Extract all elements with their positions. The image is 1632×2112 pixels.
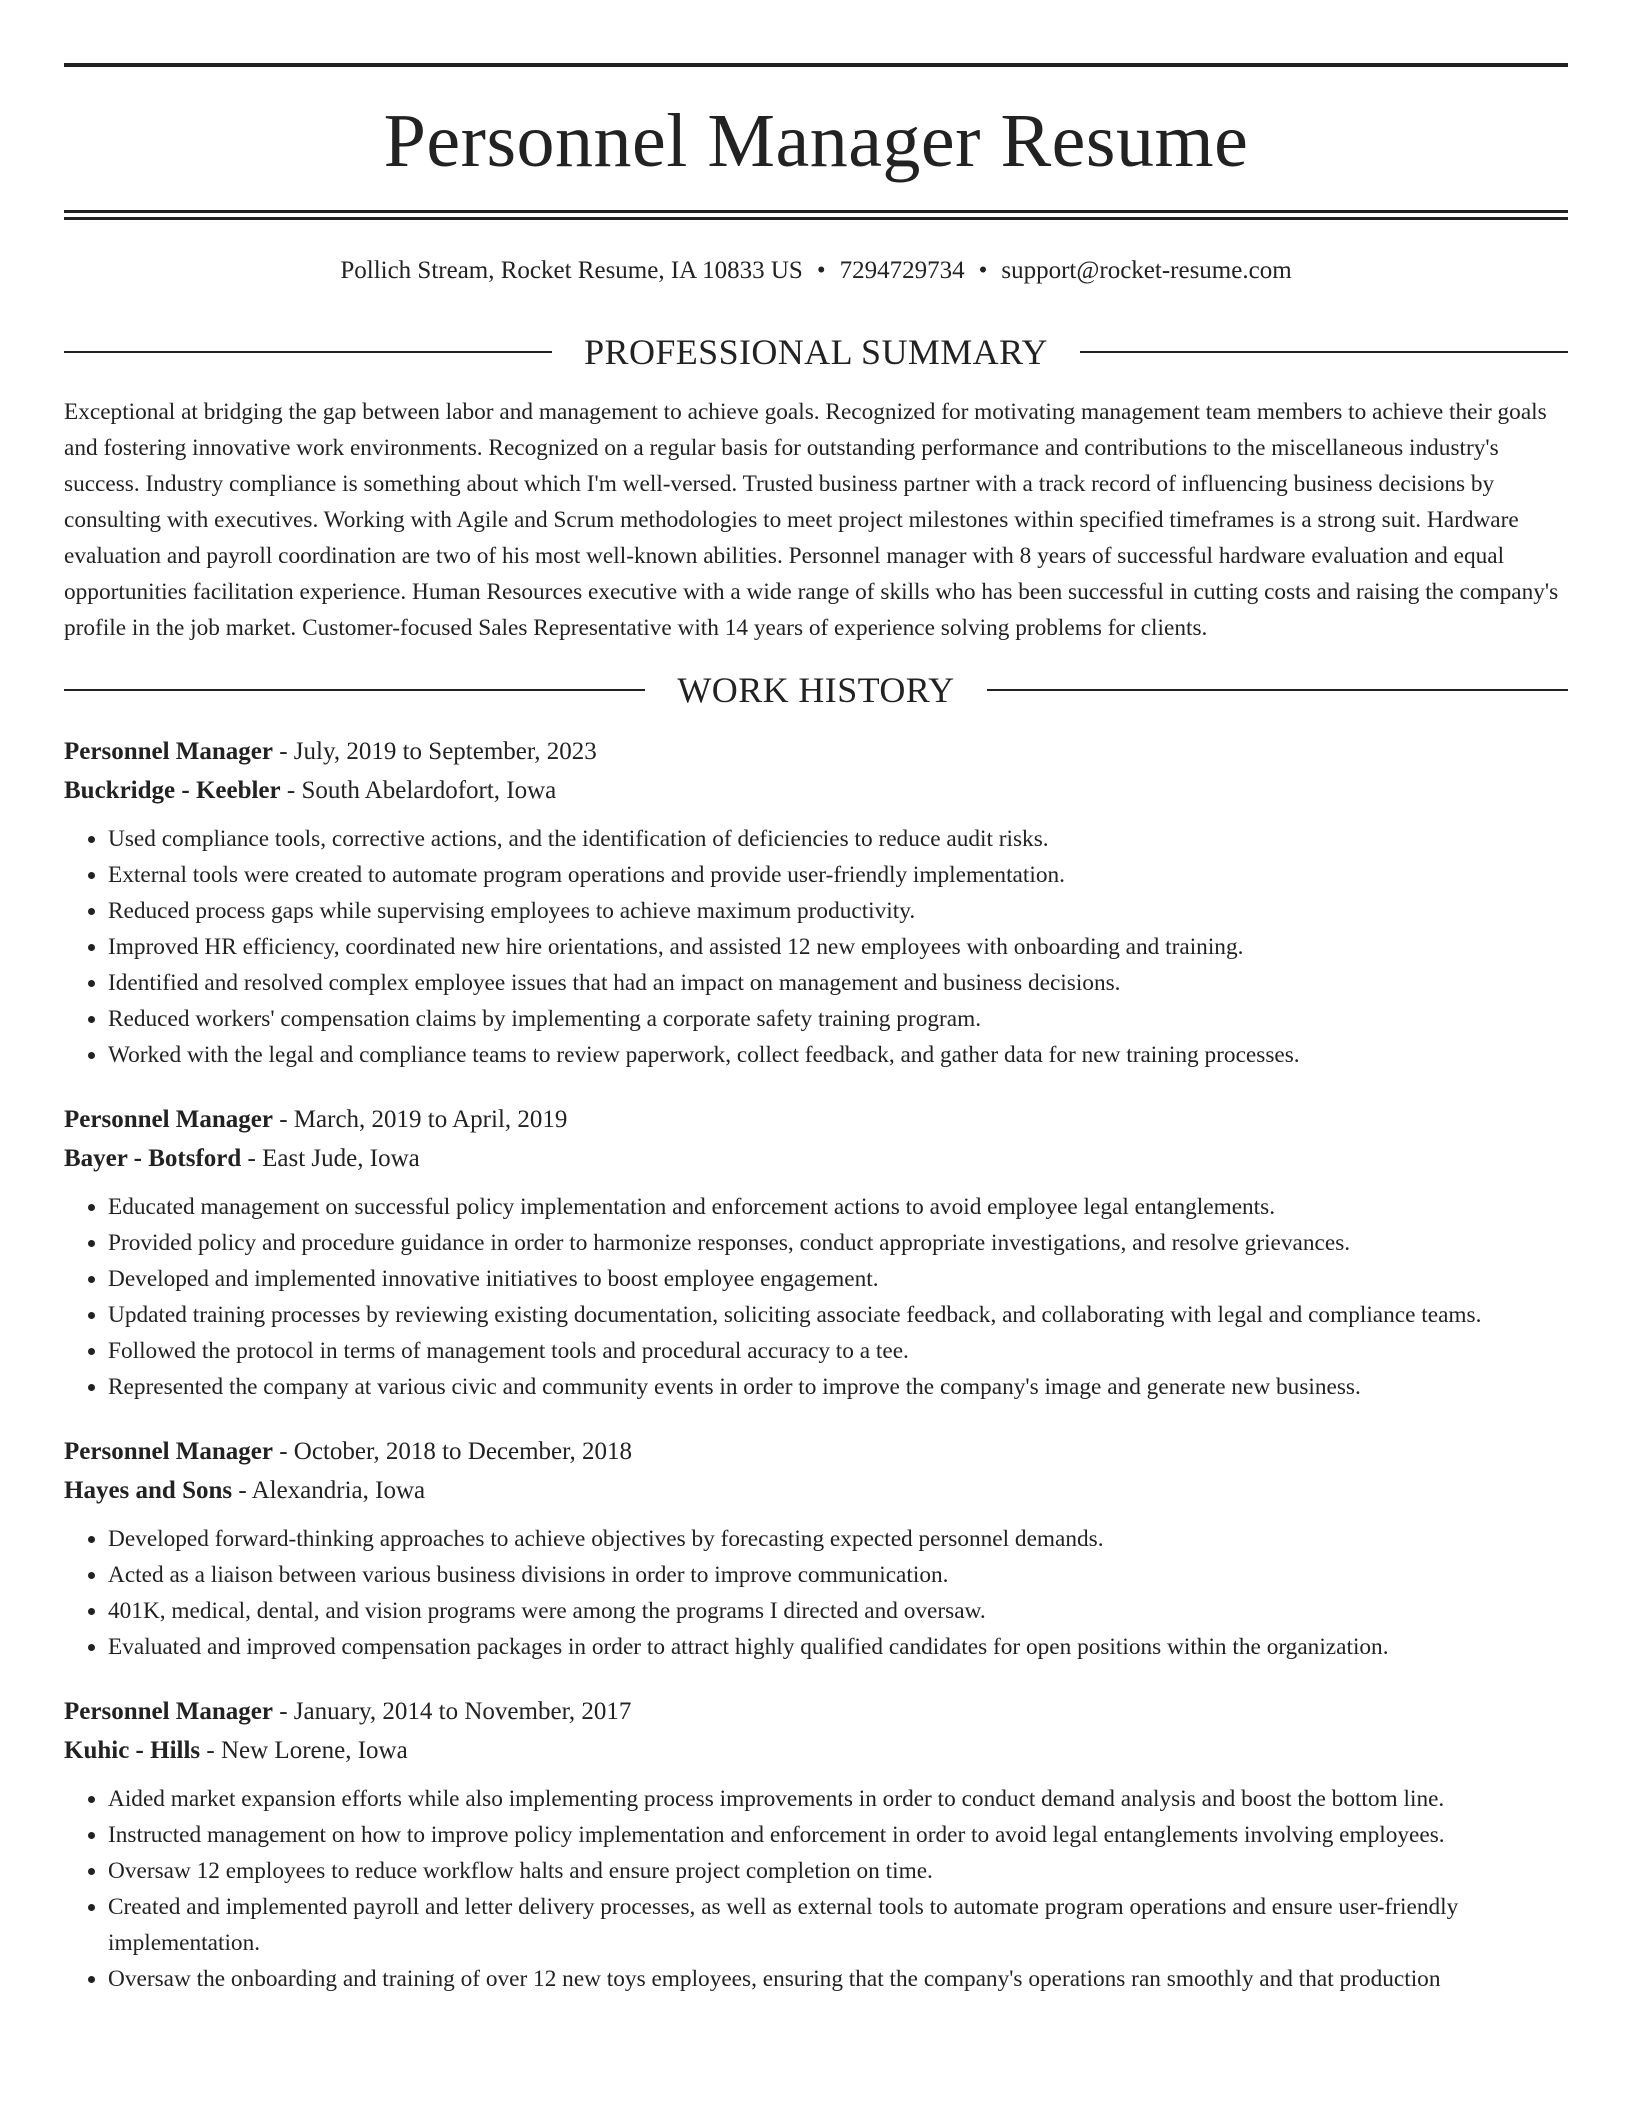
job-bullet-list: [64, 1781, 1568, 1997]
job-dates: - March, 2019 to April, 2019: [272, 1106, 568, 1133]
contact-separator: •: [816, 257, 826, 284]
job-location: - New Lorene, Iowa: [200, 1737, 408, 1764]
job-bullet: • Followed the protocol in terms of management tools and procedural accuracy to a tee.: [108, 1333, 1568, 1369]
job-bullet-list: [64, 821, 1568, 1073]
contact-line: [64, 258, 1568, 284]
job-dates: - July, 2019 to September, 2023: [272, 738, 597, 765]
job-bullet: • Identified and resolved complex employee issues that had an impact on management and business decisions.: [108, 965, 1568, 1001]
job-entry: [64, 1692, 1568, 1997]
resume-page: [64, 0, 1568, 2024]
job-title-line: [64, 1100, 1568, 1140]
heading-rule-right: [987, 689, 1568, 691]
summary-text: Exceptional at bridging the gap between labor and management to achieve goals. Recognized for motivating management team members to achieve their goals and fostering innovative work environments. Recognized on a regular basis for outstanding performance and contributions to the miscellaneous industry's success. Industry compliance is something about which I'm well-versed. Trusted business partner with a track record of influencing business decisions by consulting with executives. Working with Agile and Scrum methodologies to meet project milestones within specified timeframes is a strong suit. Hardware evaluation and payroll coordination are two of his most well-known abilities. Personnel manager with 8 years of successful hardware evaluation and equal opportunities facilitation experience. Human Resources executive with a wide range of skills who has been successful in cutting costs and raising the company's profile in the job market. Customer-focused Sales Representative with 14 years of experience solving problems for clients.: [64, 399, 1559, 641]
job-bullet: • Updated training processes by reviewing existing documentation, soliciting associate feedback, and collaborating with legal and compliance teams.: [108, 1297, 1568, 1333]
job-bullet: • Aided market expansion efforts while also implementing process improvements in order to conduct demand analysis and boost the bottom line.: [108, 1781, 1568, 1817]
job-bullet-list: [64, 1521, 1568, 1665]
job-bullet: • Oversaw the onboarding and training of over 12 new toys employees, ensuring that the company's operations ran smoothly and that production: [108, 1961, 1568, 1997]
job-bullet: • Created and implemented payroll and letter delivery processes, as well as external tools to automate program operations and ensure user-friendly implementation.: [108, 1889, 1568, 1961]
job-entry: [64, 732, 1568, 1073]
contact-address: Pollich Stream, Rocket Resume, IA 10833 US: [340, 257, 803, 284]
job-company: Kuhic - Hills: [64, 1737, 201, 1764]
job-bullet: • Instructed management on how to improve policy implementation and enforcement in order to avoid legal entanglements involving employees.: [108, 1817, 1568, 1853]
job-bullet: • Reduced workers' compensation claims by implementing a corporate safety training program.: [108, 1001, 1568, 1037]
work-heading-label: WORK HISTORY: [677, 670, 955, 710]
job-bullet: • Used compliance tools, corrective actions, and the identification of deficiencies to reduce audit risks.: [108, 821, 1568, 857]
job-bullet: • Evaluated and improved compensation packages in order to attract highly qualified candidates for open positions within the organization.: [108, 1629, 1568, 1665]
job-list: [64, 732, 1568, 1997]
title-double-rule: [64, 210, 1568, 220]
job-company-line: [64, 1472, 1568, 1510]
job-position: Personnel Manager: [64, 1698, 273, 1725]
job-title-line: [64, 1432, 1568, 1472]
contact-email: support@rocket-resume.com: [1001, 257, 1292, 284]
job-company: Buckridge - Keebler: [64, 777, 281, 804]
job-bullet: • Educated management on successful policy implementation and enforcement actions to avoid employee legal entanglements.: [108, 1189, 1568, 1225]
job-bullet: • Developed and implemented innovative initiatives to boost employee engagement.: [108, 1261, 1568, 1297]
contact-phone: 7294729734: [839, 257, 965, 284]
job-bullet: • Provided policy and procedure guidance in order to harmonize responses, conduct appropriate investigations, and resolve grievances.: [108, 1225, 1568, 1261]
job-location: - South Abelardofort, Iowa: [280, 777, 557, 804]
job-entry: [64, 1100, 1568, 1405]
job-bullet: • Improved HR efficiency, coordinated new hire orientations, and assisted 12 new employees with onboarding and training.: [108, 929, 1568, 965]
contact-separator: •: [978, 257, 988, 284]
heading-rule-right: [1080, 351, 1568, 353]
job-title-line: [64, 1692, 1568, 1732]
job-dates: - January, 2014 to November, 2017: [272, 1698, 632, 1725]
heading-rule-left: [64, 351, 552, 353]
job-entry: [64, 1432, 1568, 1665]
job-title-line: [64, 732, 1568, 772]
job-company: Bayer - Botsford: [64, 1145, 242, 1172]
summary-heading-label: PROFESSIONAL SUMMARY: [584, 332, 1048, 372]
job-bullet: • 401K, medical, dental, and vision programs were among the programs I directed and oversaw.: [108, 1593, 1568, 1629]
job-bullet: • Acted as a liaison between various business divisions in order to improve communication.: [108, 1557, 1568, 1593]
job-bullet: • Reduced process gaps while supervising employees to achieve maximum productivity.: [108, 893, 1568, 929]
job-bullet: • Represented the company at various civic and community events in order to improve the company's image and generate new business.: [108, 1369, 1568, 1405]
page-title: Personnel Manager Resume: [383, 99, 1249, 183]
job-company: Hayes and Sons: [64, 1477, 233, 1504]
job-position: Personnel Manager: [64, 1438, 273, 1465]
job-bullet: • External tools were created to automate program operations and provide user-friendly implementation.: [108, 857, 1568, 893]
job-position: Personnel Manager: [64, 1106, 273, 1133]
job-bullet: • Oversaw 12 employees to reduce workflow halts and ensure project completion on time.: [108, 1853, 1568, 1889]
job-location: - Alexandria, Iowa: [232, 1477, 426, 1504]
job-bullet-list: [64, 1189, 1568, 1405]
job-company-line: [64, 1140, 1568, 1178]
top-rule: [64, 63, 1568, 67]
job-location: - East Jude, Iowa: [241, 1145, 420, 1172]
job-position: Personnel Manager: [64, 738, 273, 765]
summary-section-heading: [64, 334, 1568, 370]
job-company-line: [64, 772, 1568, 810]
job-bullet: • Developed forward-thinking approaches to achieve objectives by forecasting expected personnel demands.: [108, 1521, 1568, 1557]
job-bullet: • Worked with the legal and compliance teams to review paperwork, collect feedback, and gather data for new training processes.: [108, 1037, 1568, 1073]
job-dates: - October, 2018 to December, 2018: [272, 1438, 632, 1465]
heading-rule-left: [64, 689, 645, 691]
job-company-line: [64, 1732, 1568, 1770]
work-section-heading: [64, 672, 1568, 708]
